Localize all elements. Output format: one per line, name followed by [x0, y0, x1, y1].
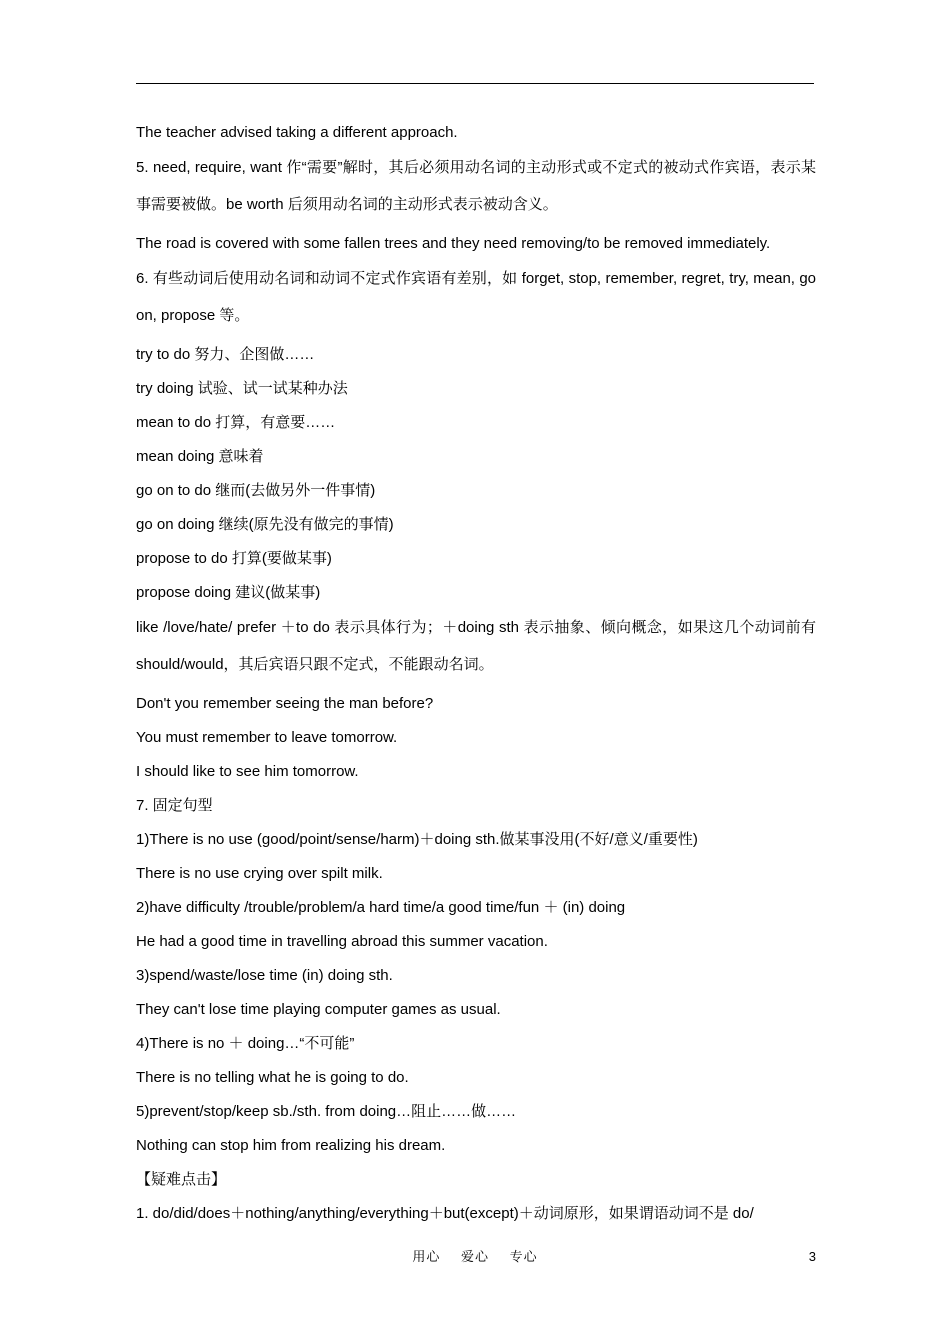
page-number: 3 [808, 1249, 816, 1264]
line-gap [136, 570, 816, 582]
text-line: The road is covered with some fallen trees and they need removing/to be removed immediately. [136, 235, 771, 252]
line-gap [136, 715, 816, 727]
line-gap [136, 1089, 816, 1101]
text-line: The teacher advised taking a different approach. [136, 124, 458, 141]
line-gap [136, 468, 816, 480]
text-line: I should like to see him tomorrow. [136, 763, 359, 780]
text-line: mean to do 打算，有意要…… [136, 414, 336, 431]
line-gap [136, 987, 816, 999]
text-line: try doing 试验、试一试某种办法 [136, 380, 348, 397]
line-gap [136, 953, 816, 965]
line-gap [136, 851, 816, 863]
document-body [136, 122, 816, 1225]
line-gap [136, 1191, 816, 1203]
text-line: They can't lose time playing computer games as usual. [136, 1001, 501, 1018]
text-line: 1)There is no use (good/point/sense/harm)＋doing sth.做某事没用(不好/意义/重要性) [136, 831, 698, 848]
line-gap [136, 817, 816, 829]
text-line: go on doing 继续(原先没有做完的事情) [136, 516, 394, 533]
line-gap [136, 400, 816, 412]
line-gap [136, 919, 816, 931]
text-line: There is no use crying over spilt milk. [136, 865, 383, 882]
footer-motto: 用心 爱心 专心 [412, 1249, 538, 1264]
text-paragraph: 6. 有些动词后使用动名词和动词不定式作宾语有差别，如 forget, stop, remember, regret, try, mean, go on, propose 等。 [136, 270, 816, 324]
text-line: mean doing 意味着 [136, 448, 264, 465]
text-paragraph: 5. need, require, want 作“需要”解时，其后必须用动名词的主动形式或不定式的被动式作宾语，表示某事需要被做。be worth 后须用动名词的主动形式表示被动含义。 [136, 159, 816, 213]
line-gap [136, 366, 816, 378]
text-line: 3)spend/waste/lose time (in) doing sth. [136, 967, 393, 984]
line-gap [136, 885, 816, 897]
text-line: propose doing 建议(做某事) [136, 584, 321, 601]
text-line: 5)prevent/stop/keep sb./sth. from doing…阻止……做…… [136, 1103, 517, 1120]
line-gap [136, 783, 816, 795]
text-line: 【疑难点击】 [136, 1171, 227, 1188]
line-gap [136, 1157, 816, 1169]
text-line: You must remember to leave tomorrow. [136, 729, 398, 746]
text-line: 1. do/did/does＋nothing/anything/everything＋but(except)＋动词原形，如果谓语动词不是 do/ [136, 1205, 754, 1222]
text-line: propose to do 打算(要做某事) [136, 550, 332, 567]
line-gap [136, 1055, 816, 1067]
line-gap [136, 1123, 816, 1135]
text-line: Don't you remember seeing the man before? [136, 695, 434, 712]
line-gap [136, 536, 816, 548]
line-gap [136, 502, 816, 514]
line-gap [136, 434, 816, 446]
text-line: 2)have difficulty /trouble/problem/a hard time/a good time/fun ＋ (in) doing [136, 899, 626, 916]
line-gap [136, 749, 816, 761]
text-line: 7. 固定句型 [136, 797, 213, 814]
text-line: 4)There is no ＋ doing…“不可能” [136, 1035, 355, 1052]
text-line: go on to do 继而(去做另外一件事情) [136, 482, 376, 499]
text-line: He had a good time in travelling abroad this summer vacation. [136, 933, 548, 950]
text-line: try to do 努力、企图做…… [136, 346, 315, 363]
line-gap [136, 1021, 816, 1033]
text-line: There is no telling what he is going to do. [136, 1069, 409, 1086]
text-paragraph: like /love/hate/ prefer ＋to do 表示具体行为；＋doing sth 表示抽象、倾向概念，如果这几个动词前有 should/would，其后宾语只跟不定式，不能跟动名词。 [136, 619, 816, 673]
header-rule [136, 83, 814, 84]
text-line: Nothing can stop him from realizing his dream. [136, 1137, 446, 1154]
